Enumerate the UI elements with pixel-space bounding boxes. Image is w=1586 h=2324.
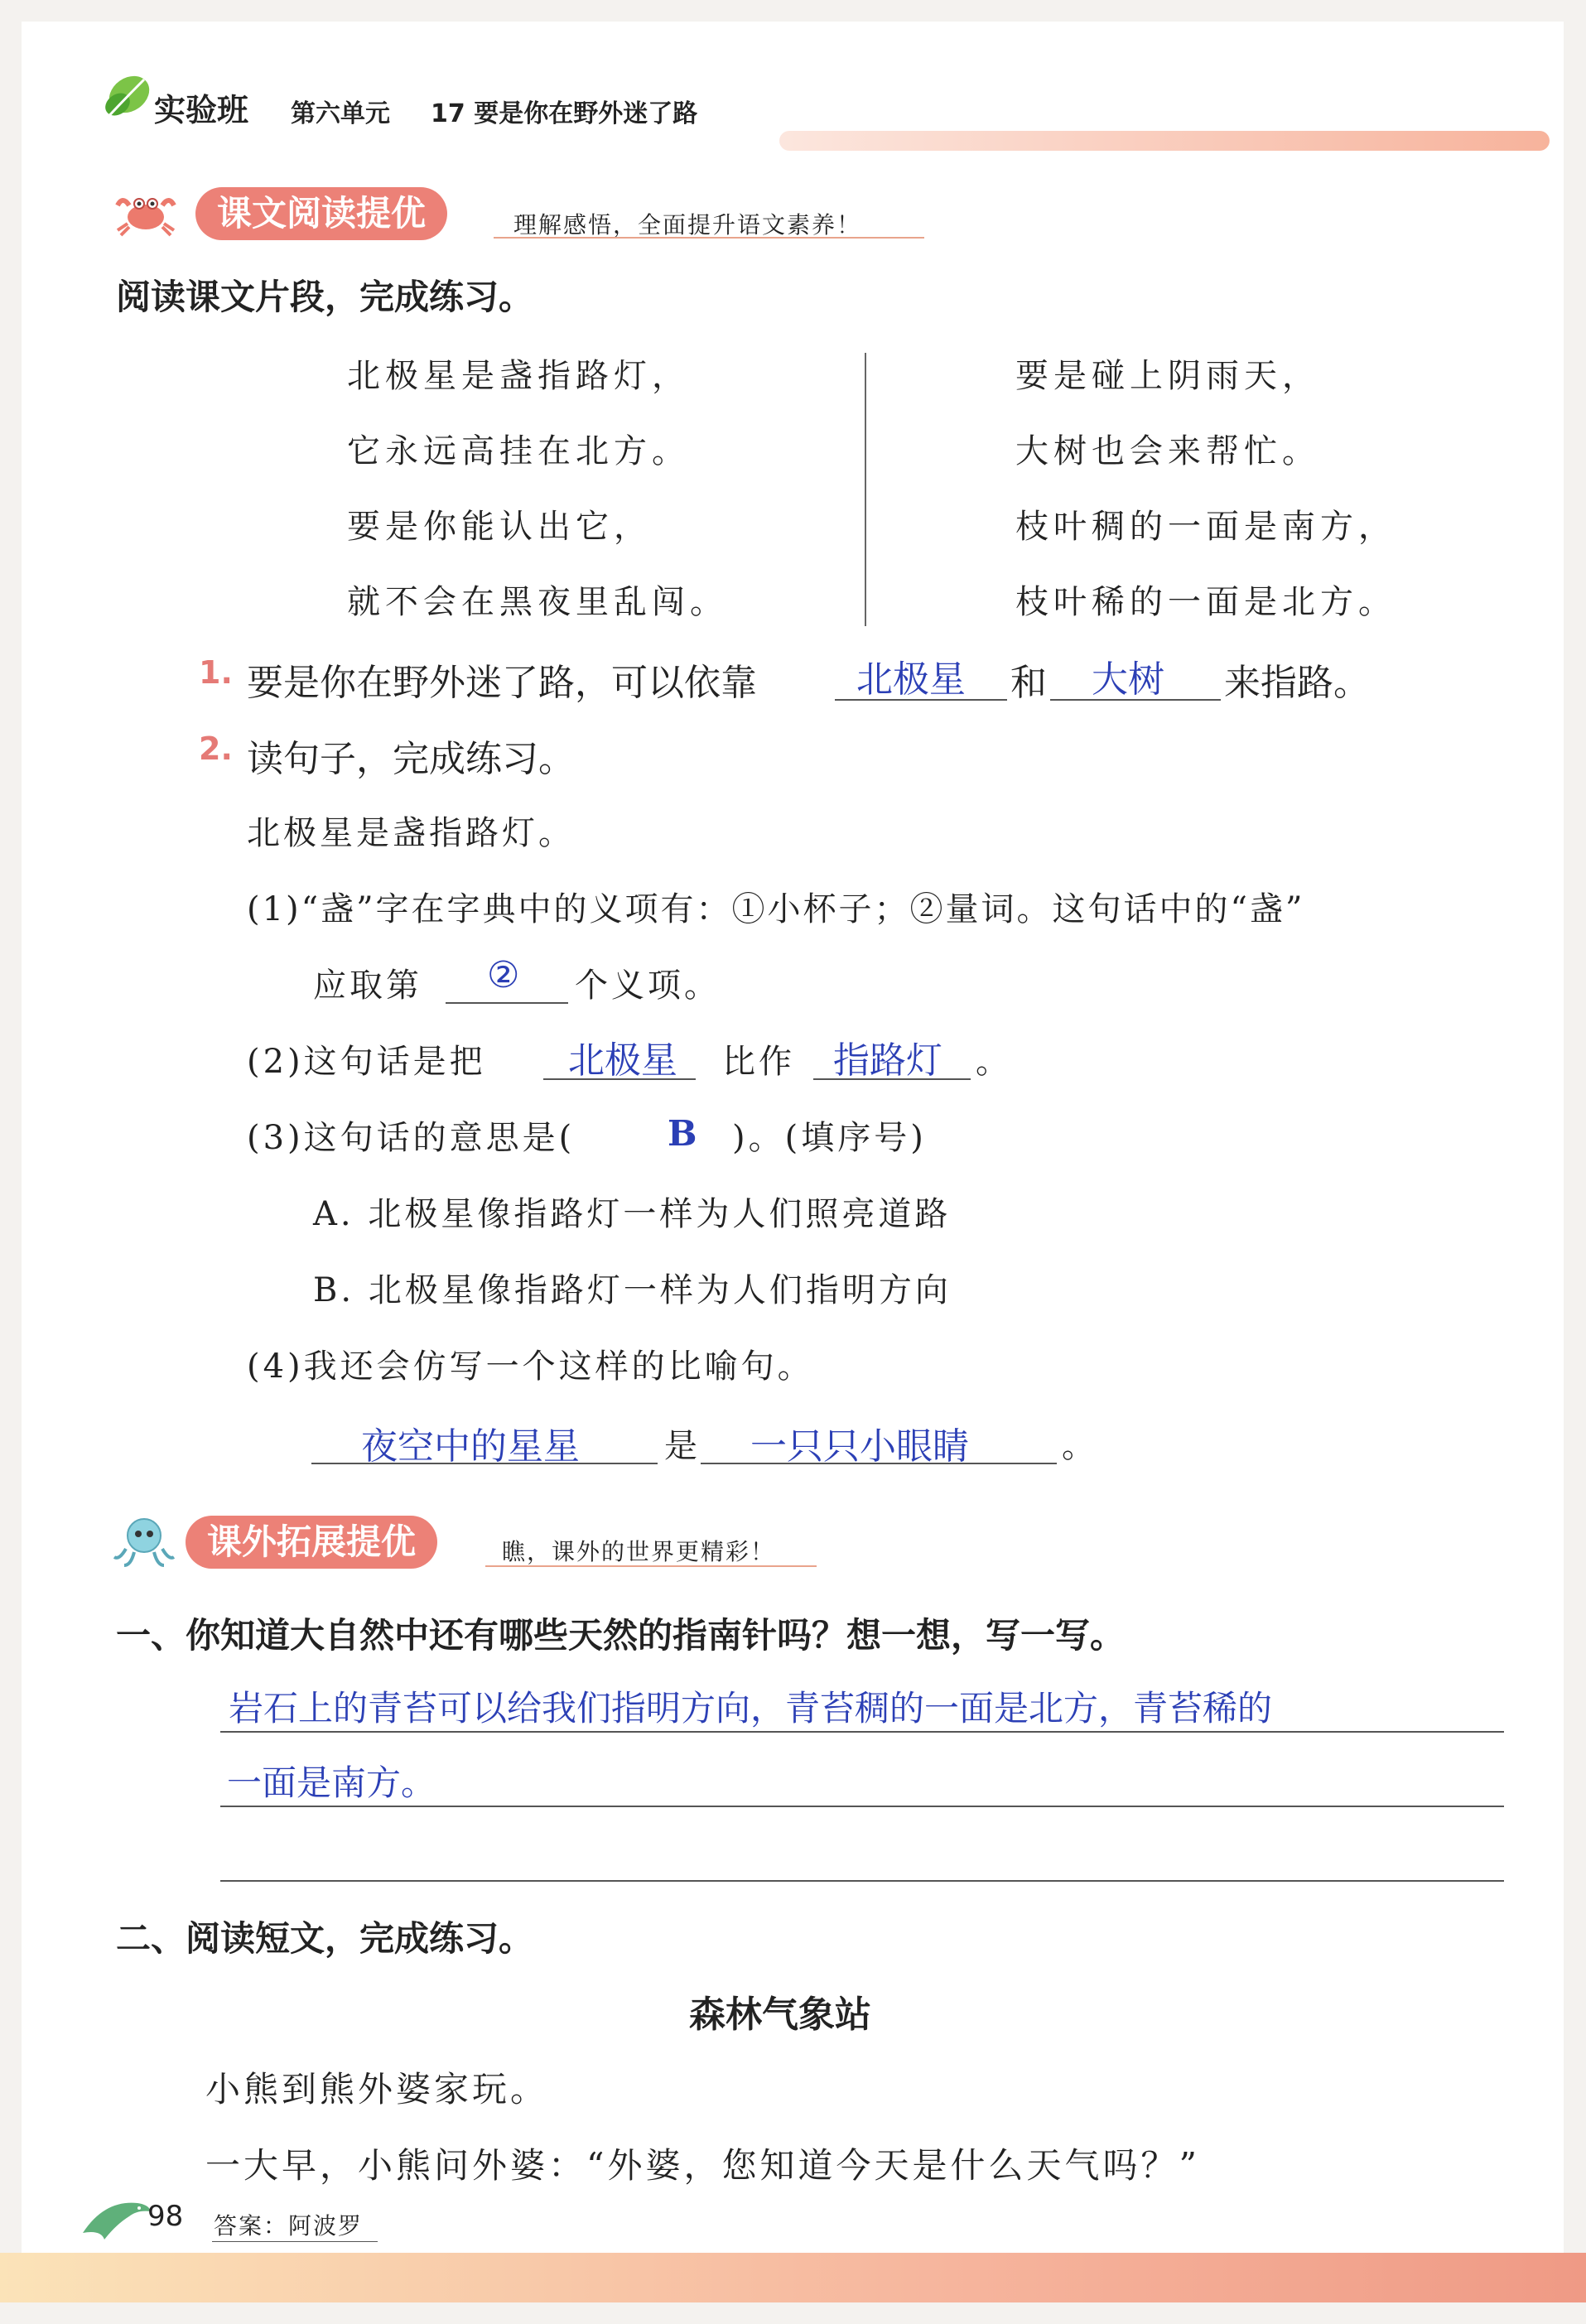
brand-title: 实验班 xyxy=(154,92,249,128)
ext1-answer-line2: 一面是南方。 xyxy=(227,1762,436,1803)
q1-text-c: 来指路。 xyxy=(1224,662,1370,704)
q2-title: 读句子，完成练习。 xyxy=(247,738,575,780)
ext2-story-title: 森林气象站 xyxy=(689,1994,871,2036)
q2-part4-answer1: 夜空中的星星 xyxy=(361,1425,580,1468)
poem-left-line-4: 就不会在黑夜里乱闯。 xyxy=(347,583,728,621)
header-decor-bar xyxy=(779,131,1550,151)
q2-option-b: B. 北极星像指路灯一样为人们指明方向 xyxy=(313,1271,952,1309)
q2-part4-answer2: 一只只小眼睛 xyxy=(750,1425,969,1468)
unit-label: 第六单元 xyxy=(291,99,390,128)
bottom-decor-band xyxy=(0,2253,1586,2302)
q1-text-b: 和 xyxy=(1010,662,1047,704)
q2-part4-end: 。 xyxy=(1062,1427,1095,1465)
footer-answer-label: 答案：阿波罗 xyxy=(214,2212,364,2240)
poem-left-line-3: 要是你能认出它， xyxy=(347,508,652,546)
q2-part1-line2b: 个义项。 xyxy=(575,967,721,1005)
q2-part3-a: (3)这句话的意思是( xyxy=(247,1119,576,1157)
leaf-logo-icon xyxy=(98,71,152,129)
q2-part2-answer1: 北极星 xyxy=(568,1039,677,1082)
section2-underline xyxy=(485,1565,817,1567)
section1-instruction: 阅读课文片段，完成练习。 xyxy=(116,277,534,317)
ext1-line1 xyxy=(220,1731,1504,1733)
poem-left-line-2: 它永远高挂在北方。 xyxy=(347,432,690,470)
section1-title: 课文阅读提优 xyxy=(195,187,447,240)
workbook-page xyxy=(22,22,1564,2302)
q2-part3-b: )。(填序号) xyxy=(732,1119,927,1157)
dolphin-icon xyxy=(80,2191,154,2244)
crab-icon xyxy=(113,187,179,240)
ext1-answer-line1: 岩石上的青苔可以给我们指明方向，青苔稠的一面是北方，青苔稀的 xyxy=(229,1688,1273,1729)
octopus-icon xyxy=(111,1512,177,1574)
q2-part4-mid: 是 xyxy=(664,1427,697,1465)
lesson-title: 17 要是你在野外迷了路 xyxy=(431,99,698,128)
ext2-story-line2: 一大早，小熊问外婆：“外婆，您知道今天是什么天气吗？” xyxy=(205,2145,1200,2186)
poem-divider xyxy=(865,353,866,626)
ext1-question: 一、你知道大自然中还有哪些天然的指南针吗？想一想，写一写。 xyxy=(116,1615,1126,1656)
q2-part1-line1: (1)“盏”字在字典中的义项有：①小杯子；②量词。这句话中的“盏” xyxy=(247,890,1305,928)
page-number: 98 xyxy=(147,2200,184,2233)
poem-right-line-4: 枝叶稀的一面是北方。 xyxy=(1015,583,1396,621)
q2-part1-blank xyxy=(446,1002,568,1004)
ext2-story-line1: 小熊到熊外婆家玩。 xyxy=(205,2069,549,2109)
section2-title: 课外拓展提优 xyxy=(186,1516,437,1569)
q2-sentence: 北极星是盏指路灯。 xyxy=(247,814,575,852)
q2-part2-answer2: 指路灯 xyxy=(833,1039,942,1082)
q2-part2-c: 。 xyxy=(976,1043,1009,1081)
q2-option-a: A. 北极星像指路灯一样为人们照亮道路 xyxy=(313,1195,952,1233)
section2-slogan: 瞧，课外的世界更精彩！ xyxy=(502,1538,776,1565)
section1-underline xyxy=(494,237,924,239)
q2-part3-answer: B xyxy=(668,1113,697,1154)
q2-part1-line2a: 应取第 xyxy=(313,967,422,1005)
poem-left-line-1: 北极星是盏指路灯， xyxy=(347,357,690,395)
q2-part4: (4)我还会仿写一个这样的比喻句。 xyxy=(247,1348,814,1386)
poem-right-line-2: 大树也会来帮忙。 xyxy=(1015,432,1320,470)
ext1-line3 xyxy=(220,1880,1504,1882)
q2-part2-a: (2)这句话是把 xyxy=(247,1043,486,1081)
ext1-line2 xyxy=(220,1806,1504,1807)
section1-slogan: 理解感悟，全面提升语文素养！ xyxy=(513,211,862,239)
poem-right-line-1: 要是碰上阴雨天， xyxy=(1015,357,1320,395)
q1-answer-b: 大树 xyxy=(1092,658,1164,701)
q1-text-a: 要是你在野外迷了路，可以依靠 xyxy=(247,662,757,704)
ext2-question: 二、阅读短文，完成练习。 xyxy=(116,1918,534,1959)
q2-part1-answer: ② xyxy=(487,954,520,996)
poem-right-line-3: 枝叶稠的一面是南方， xyxy=(1015,508,1396,546)
q2-number: 2. xyxy=(199,730,233,767)
q2-part2-b: 比作 xyxy=(722,1043,795,1081)
q1-number: 1. xyxy=(199,654,233,691)
footer-answer-underline xyxy=(212,2241,378,2242)
q1-answer-a: 北极星 xyxy=(856,658,966,701)
